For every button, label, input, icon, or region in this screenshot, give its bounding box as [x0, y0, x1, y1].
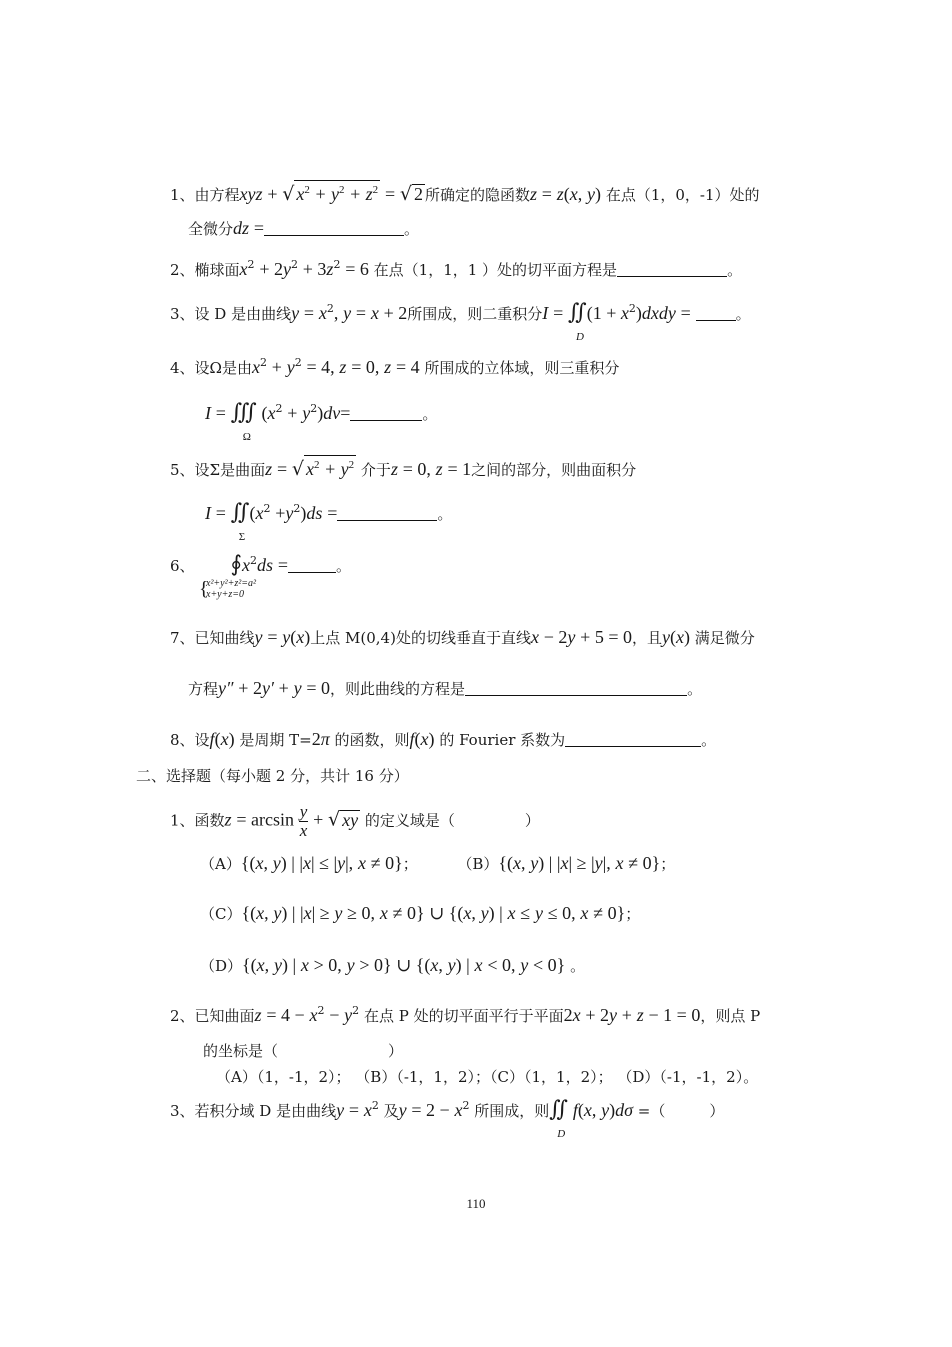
q1-suffix: 在点（1，0，-1）处的	[605, 186, 760, 204]
q8-answer-blank[interactable]	[565, 730, 701, 747]
sep2: ；	[660, 855, 676, 873]
q5-mid2: 之间的部分，则曲面积分	[471, 461, 637, 479]
q6-line: 6、 $∮x^2ds$ = 。	[170, 552, 351, 577]
q7-line2-mid: ，则此曲线的方程是	[330, 680, 466, 698]
option-a-label[interactable]: （A）	[200, 855, 241, 873]
option-d-label[interactable]: （D）	[200, 957, 243, 975]
q4-prefix: 4、设Ω是由	[170, 359, 252, 377]
choice-q1-line: 1、函数z = arcsin $\frac{y}{x}$ + √ xy 的定义域是（ ）	[170, 802, 540, 840]
choice-q2-close: ）	[388, 1042, 404, 1060]
q1-prefix: 1、由方程	[170, 186, 240, 204]
q8-line: 8、设f(x) 是周期 T=2π 的函数，则f(x) 的 Fourier 系数为 。	[170, 729, 717, 749]
q8-mid3: 的 Fourier 系数为	[439, 731, 566, 749]
q3-prefix: 3、设 D 是由曲线	[170, 305, 292, 323]
choice-q2-suffix: ，则点 P	[700, 1007, 761, 1025]
choice-q2-line1: 2、已知曲面$z = 4 - x^2 - y^2$ 在点 P 处的切平面平行于平面2x + 2y + z − 1 = 0，则点 P	[170, 1004, 761, 1025]
q2-line: 2、椭球面$x^2 + 2y^2 + 3z^2 = 6$ 在点（1，1，1 ）处的切平面方程是 。	[170, 258, 743, 279]
choice-q3-prefix: 3、若积分域 D 是由曲线	[170, 1102, 337, 1120]
q7-suffix: 满足微分	[694, 629, 755, 647]
q7-line1: 7、已知曲线y = y(x)上点 M(0,4)处的切线垂直于直线x − 2y + 5 = 0，且y(x) 满足微分	[170, 627, 755, 647]
q6-answer-blank[interactable]	[288, 556, 336, 573]
q7-line2-prefix: 方程	[188, 680, 219, 698]
q4-answer-blank[interactable]	[350, 404, 422, 421]
choice-q1-prefix: 1、函数	[170, 811, 225, 830]
q1-line1: 1、由方程xyz + √ $x^2 + y^2 + z^2$ = √ 2 所确定的隐函数z = z(x, y) 在点（1，0，-1）处的	[170, 180, 760, 206]
q4-domain: Ω	[242, 431, 251, 443]
q5-mid1: 介于	[360, 461, 391, 479]
choice-q1-suffix: 的定义域是（	[364, 811, 455, 830]
q6-end: 。	[335, 557, 351, 575]
q4-mid: 所围成的立体域，则三重积分	[424, 359, 620, 377]
choice-q3-mid2: 所围成，则	[474, 1102, 550, 1120]
q5-line2: I = ∬ Σ $(x^2 +y^2)ds$ = 。	[205, 498, 452, 525]
choice-q1-option-c: （C）{(x, y) | |x| ≥ y ≥ 0, x ≠ 0} ∪ {(x, y) | x ≤ y ≤ 0, x ≠ 0}；	[200, 903, 641, 923]
q5-prefix: 5、设Σ是曲面	[170, 461, 266, 479]
q2-mid: 在点（1，1，1 ）处的切平面方程是	[373, 261, 618, 279]
choice-q3-domain: D	[557, 1128, 566, 1140]
q8-mid2: 的函数，则	[334, 731, 410, 749]
choice-q2-mid: 在点 P 处的切平面平行于平面	[363, 1007, 564, 1025]
q3-domain: D	[576, 331, 584, 343]
q7-end: 。	[687, 680, 703, 698]
q5-domain: Σ	[238, 531, 246, 543]
page-number: 110	[466, 1196, 486, 1211]
q3-end: 。	[735, 305, 751, 323]
choice-q3-close: ）	[709, 1102, 725, 1120]
exam-page: 1、由方程xyz + √ $x^2 + y^2 + z^2$ = √ 2 所确定的隐函数z = z(x, y) 在点（1，0，-1）处的 全微分dz = 。 2、椭球面$x^2 + 2y^2 + 3z^2 = 6$ 在点（1，1，1 ）处的切平面方程是 。 3、设 D 是由曲线$y = x^2$, y = x + 2所围成，则二重积分I = ∬ D $(1 + x^2)dxdy$ = 。 4、设Ω是由$x^2 + y^2 = 4$, z = 0, z = 4 所围成的立体域，则三重积分 I = ∭ Ω $(x^2 + y^2)dv=$ 。 5、设Σ是曲面z = √ $x^2 + y^2$ 介于z = 0, z = 1之间的部分，则曲面积分 I = ∬ Σ $(x^2 +y^2)ds$ = 。 6、 $∮x^2ds$ = 。 { x²+y²+z²=a² x+y+z=0 7、已知曲线y = y(x)上点 M(0,4)处的切线垂直于直线x − 2y + 5 = 0，且y(x) 满足微分 方程y″ + 2y′ + y = 0，则此曲线的方程是 。 8、设f(x) 是周期 T=2π 的函数，则f(x) 的 Fourier 系数为 。 二、选择题（每小题 2 分，共计 16 分） 1、函数z = arcsin $\frac{y}{x}$ + √ xy 的定义域是（ ） （A）{(x, y) | |x| ≤ |y|, x ≠ 0}； （B）{(x, y) | |x| ≥ |y|, x ≠ 0}； （C）{(x, y) | |x| ≥ y ≥ 0, x ≠ 0} ∪ {(x, y) | x ≤ y ≤ 0, x ≠ 0}； （D）{(x, y) | x > 0, y > 0} ∪ {(x, y) | x < 0, y < 0} 。 2、已知曲面$z = 4 - x^2 - y^2$ 在点 P 处的切平面平行于平面2x + 2y + z − 1 = 0，则点 P 的坐标是（ ） （A）（1，-1，2）； （B）（-1，1，2）；（C）（1，1，2）； （D）（-1，-1，2）。 3、若积分域 D 是由曲线$y = x^2$ 及$y = 2 - x^2$ 所围成，则∬ D f(x, y)dσ =（ ） 110	[0, 0, 952, 1347]
q5-answer-blank[interactable]	[337, 504, 437, 521]
q1-line2-label: 全微分	[188, 220, 234, 238]
q4-line2: I = ∭ Ω $(x^2 + y^2)dv=$ 。	[205, 398, 437, 425]
choice-q3-mid1: 及	[383, 1102, 399, 1120]
choice-q2-options[interactable]: （A）（1，-1，2）； （B）（-1，1，2）；（C）（1，1，2）； （D）（-1，-1，2）。	[216, 1068, 759, 1086]
q7-mid1: 上点 M(0,4)处的切线垂直于直线	[310, 629, 531, 647]
q5-line1: 5、设Σ是曲面z = √ $x^2 + y^2$ 介于z = 0, z = 1之间的部分，则曲面积分	[170, 455, 636, 481]
option-b-label[interactable]: （B）	[457, 855, 499, 873]
q2-end: 。	[727, 261, 743, 279]
q8-mid1: 是周期 T=	[239, 731, 312, 749]
q2-answer-blank[interactable]	[617, 260, 727, 277]
section2-title: 二、选择题（每小题 2 分，共计 16 分）	[136, 767, 409, 785]
q3-answer-blank[interactable]	[696, 304, 736, 321]
q8-end: 。	[701, 731, 717, 749]
q7-answer-blank[interactable]	[465, 679, 687, 696]
q6-prefix: 6、	[170, 557, 195, 575]
q3-mid: 所围成，则二重积分	[407, 305, 543, 323]
choice-q2-line2	[203, 1040, 403, 1062]
choice-q2-line2-text: 的坐标是（	[203, 1042, 279, 1060]
q7-mid2: ，且	[631, 629, 662, 647]
q2-prefix: 2、椭球面	[170, 261, 240, 279]
choice-q1-option-d: （D）{(x, y) | x > 0, y > 0} ∪ {(x, y) | x < 0, y < 0} 。	[200, 955, 586, 975]
q5-end: 。	[437, 505, 453, 523]
q1-line2: 全微分dz = 。	[188, 218, 419, 238]
q1-answer-blank[interactable]	[264, 219, 404, 236]
choice-q3-suffix: =（	[637, 1102, 666, 1120]
sep3: ；	[625, 905, 641, 923]
choice-q2-prefix: 2、已知曲面	[170, 1007, 255, 1025]
choice-q1-options-ab: （A）{(x, y) | |x| ≤ |y|, x ≠ 0}； （B）{(x, y) | |x| ≥ |y|, x ≠ 0}；	[200, 853, 676, 873]
q1-mid: 所确定的隐函数	[424, 186, 530, 204]
q4-end: 。	[422, 405, 438, 423]
q7-line2: 方程y″ + 2y′ + y = 0，则此曲线的方程是 。	[188, 678, 703, 698]
option-c-label[interactable]: （C）	[200, 905, 242, 923]
sep1: ；	[402, 855, 418, 873]
q7-prefix: 7、已知曲线	[170, 629, 255, 647]
q4-line1: 4、设Ω是由$x^2 + y^2 = 4$, z = 0, z = 4 所围成的立体域，则三重积分	[170, 356, 620, 377]
q1-end: 。	[403, 220, 419, 238]
choice-q3-line: 3、若积分域 D 是由曲线$y = x^2$ 及$y = 2 - x^2$ 所围成，则∬ D f(x, y)dσ =（ ）	[170, 1095, 724, 1122]
choice-q1-end: 。	[570, 957, 586, 975]
choice-q1-close: ）	[524, 811, 540, 830]
q8-prefix: 8、设	[170, 731, 210, 749]
q3-line: 3、设 D 是由曲线$y = x^2$, y = x + 2所围成，则二重积分I = ∬ D $(1 + x^2)dxdy$ = 。	[170, 298, 751, 325]
